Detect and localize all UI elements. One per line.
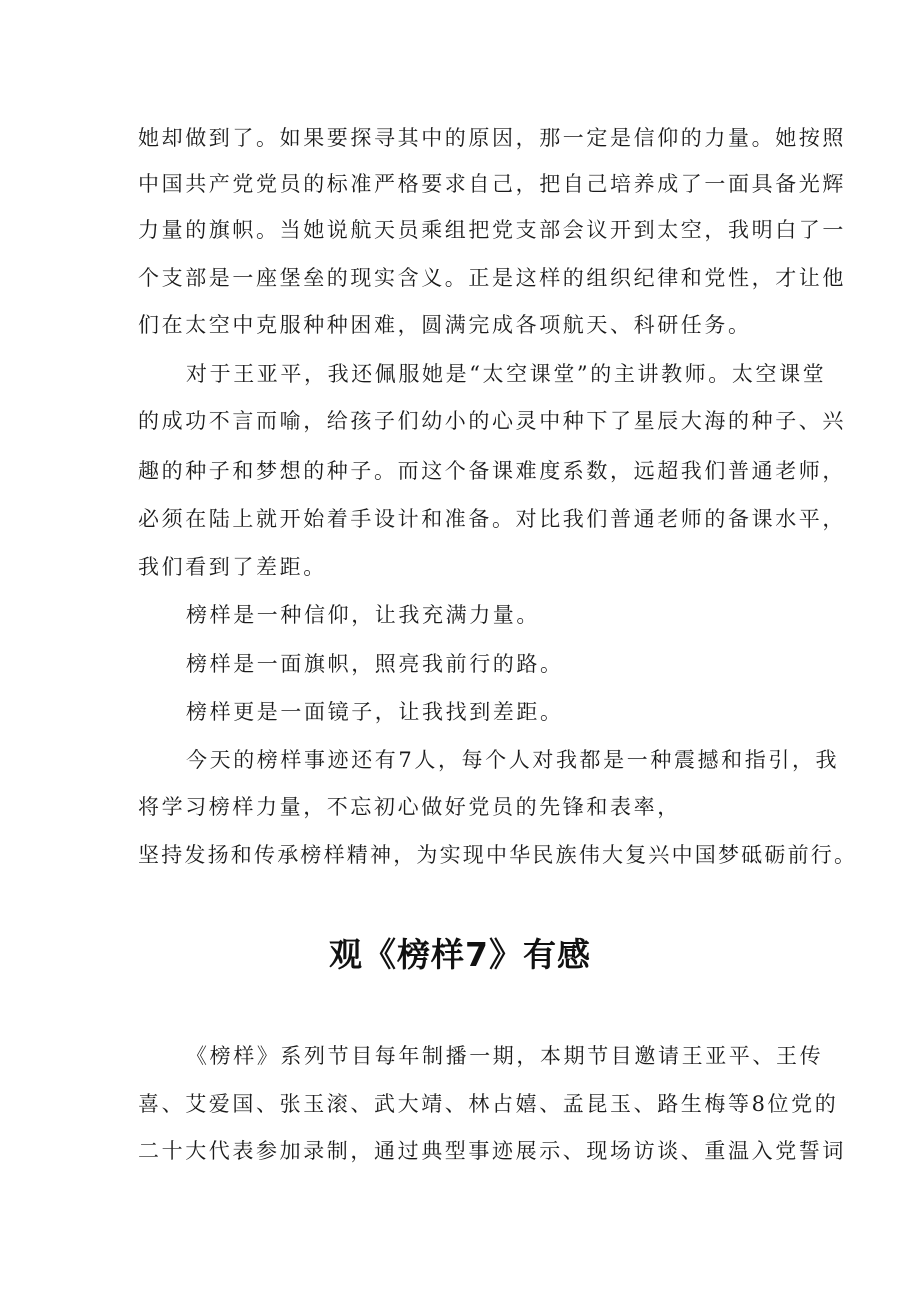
text-line: 个支部是一座堡垒的现实含义。正是这样的组织纪律和党性，才让他 [138, 266, 846, 290]
text-line: 中国共产党党员的标准严格要求自己，把自己培养成了一面具备光辉 [138, 172, 846, 196]
text-line: 们在太空中克服种种困难，圆满完成各项航天、科研任务。 [138, 313, 752, 337]
text-line: 必须在陆上就开始着手设计和准备。对比我们普通老师的备课水平， [138, 507, 846, 531]
text-line: 榜样是一种信仰，让我充满力量。 [186, 603, 540, 627]
text-line: 将学习榜样力量，不忘初心做好党员的先锋和表率， [138, 795, 681, 819]
section-title: 观《榜样7》有感 [329, 935, 591, 974]
text-line: 坚持发扬和传承榜样精神，为实现中华民族伟大复兴中国梦砥砺前行。 [138, 843, 858, 867]
text-line: 对于王亚平，我还佩服她是“太空课堂”的主讲教师。太空课堂 [186, 362, 827, 386]
text-line: 力量的旗帜。当她说航天员乘组把党支部会议开到太空，我明白了一 [138, 218, 846, 242]
text-line: 《榜样》系列节目每年制播一期，本期节目邀请王亚平、王传 [186, 1044, 824, 1068]
text-line: 喜、艾爱国、张玉滚、武大靖、林占嬉、孟昆玉、路生梅等8位党的 [138, 1092, 839, 1116]
text-line: 趣的种子和梦想的种子。而这个备课难度系数，远超我们普通老师， [138, 459, 846, 483]
text-line: 她却做到了。如果要探寻其中的原因，那一定是信仰的力量。她按照 [138, 126, 846, 150]
text-line: 榜样更是一面镜子，让我找到差距。 [186, 700, 564, 724]
text-line: 今天的榜样事迹还有7人，每个人对我都是一种震撼和指引，我 [186, 748, 840, 772]
text-line: 二十大代表参加录制，通过典型事迹展示、现场访谈、重温入党誓词 [138, 1139, 846, 1163]
text-line: 我们看到了差距。 [138, 555, 327, 579]
text-line: 的成功不言而喻，给孩子们幼小的心灵中种下了星辰大海的种子、兴 [138, 409, 846, 433]
text-line: 榜样是一面旗帜，照亮我前行的路。 [186, 652, 564, 676]
